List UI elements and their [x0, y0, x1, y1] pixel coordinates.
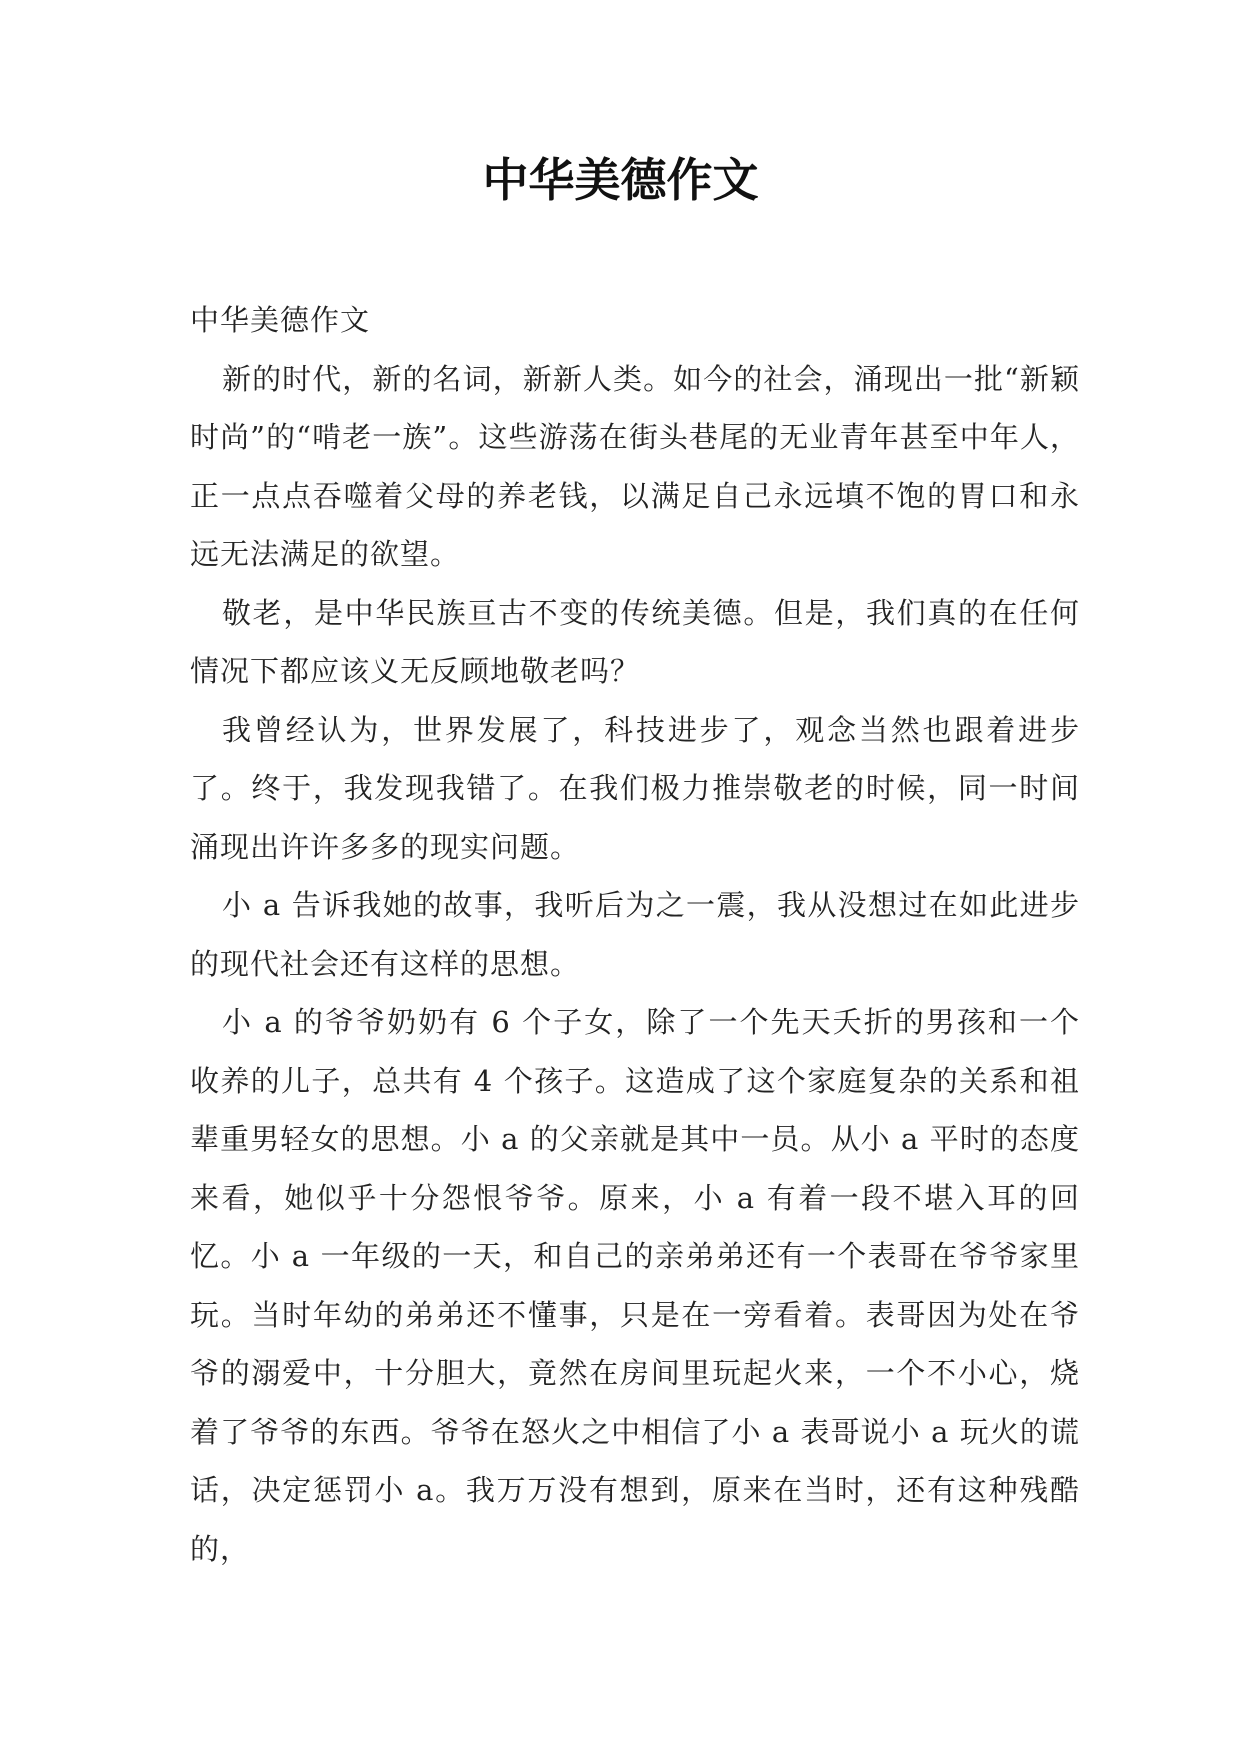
paragraph: 小 a 的爷爷奶奶有 6 个子女，除了一个先天夭折的男孩和一个收养的儿子，总共有 4 个孩子。这造成了这个家庭复杂的关系和祖辈重男轻女的思想。小 a 的父亲就是其中一员。从小 a 平时的态度来看，她似乎十分怨恨爷爷。原来，小 a 有着一段不堪入耳的回忆。小 a 一年级的一天，和自己的亲弟弟还有一个表哥在爷爷家里玩。当时年幼的弟弟还不懂事，只是在一旁看着。表哥因为处在爷爷的溺爱中，十分胆大，竟然在房间里玩起火来，一个不小心，烧着了爷爷的东西。爷爷在怒火之中相信了小 a 表哥说小 a 玩火的谎话，决定惩罚小 a。我万万没有想到，原来在当时，还有这种残酷的，	[190, 1005, 1080, 1566]
document-subtitle: 中华美德作文	[190, 303, 371, 337]
paragraph: 我曾经认为，世界发展了，科技进步了，观念当然也跟着进步了。终于，我发现我错了。在我们极力推崇敬老的时候，同一时间涌现出许许多多的现实问题。	[190, 712, 1080, 864]
paragraph: 小 a 告诉我她的故事，我听后为之一震，我从没想过在如此进步的现代社会还有这样的思想。	[190, 888, 1080, 981]
document-title: 中华美德作文	[482, 153, 759, 207]
document-body	[190, 291, 1080, 1578]
paragraph: 新的时代，新的名词，新新人类。如今的社会，涌现出一批“新颖时尚”的“啃老一族”。这些游荡在街头巷尾的无业青年甚至中年人，正一点点吞噬着父母的养老钱，以满足自己永远填不饱的胃口和永远无法满足的欲望。	[190, 361, 1080, 571]
paragraph: 敬老，是中华民族亘古不变的传统美德。但是，我们真的在任何情况下都应该义无反顾地敬老吗？	[190, 595, 1080, 688]
